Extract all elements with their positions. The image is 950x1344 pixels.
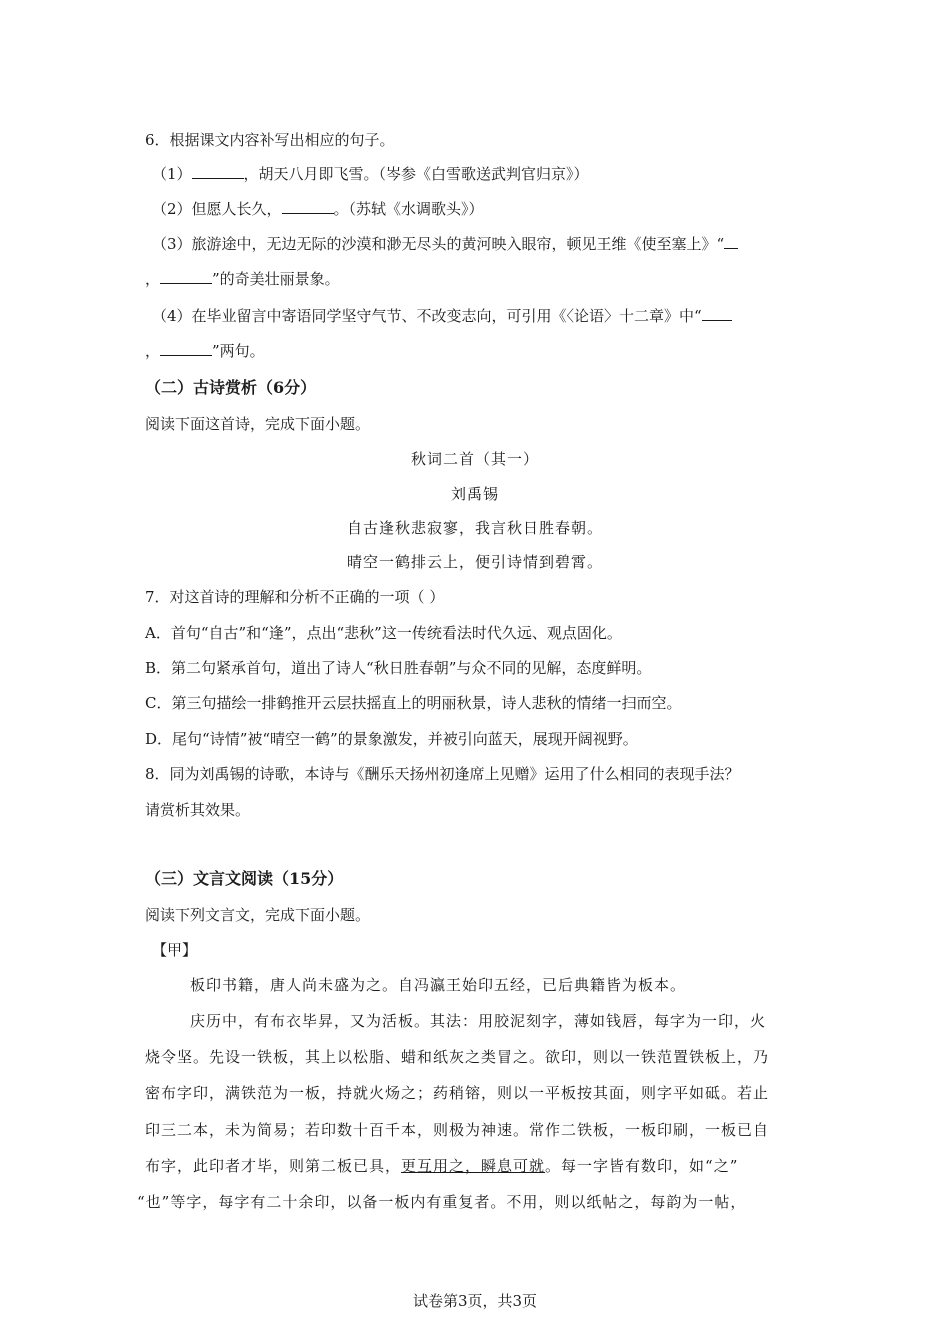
answer-blank[interactable] xyxy=(160,269,212,284)
passage-line: 印三二本，未为简易；若印数十百千本，则极为神速。常作二铁板，一板印刷，一板已自 xyxy=(145,1121,770,1139)
passage-line: “也”等字，每字有二十余印，以备一板内有重复者。不用，则以纸帖之，每韵为一帖， xyxy=(137,1193,747,1211)
q6-item-3-line1: （3）旅游途中，无边无际的沙漠和渺无尽头的黄河映入眼帘，顿见王维《使至塞上》“ xyxy=(152,234,738,254)
q6-item-2: （2）但愿人长久， 。（苏轼《水调歌头》） xyxy=(152,200,484,218)
poem-title: 秋词二首（其一） xyxy=(410,450,539,468)
passage-line: 烧令坚。先设一铁板，其上以松脂、蜡和纸灰之类冒之。欲印，则以一铁范置铁板上，乃 xyxy=(145,1048,770,1066)
section-2-heading: （二）古诗赏析（6分） xyxy=(145,378,317,397)
passage-line: 密布字印，满铁范为一板，持就火炀之；药稍镕，则以一平板按其面，则字平如砥。若止 xyxy=(145,1084,770,1102)
q6-item-4-line2: ， ”两句。 xyxy=(145,342,265,360)
q6-item-1: （1） ，胡天八月即飞雪。（岑参《白雪歌送武判官归京》） xyxy=(152,165,589,183)
q8-line-2: 请赏析其效果。 xyxy=(145,801,251,819)
section-2-intro: 阅读下面这首诗，完成下面小题。 xyxy=(145,415,371,433)
passage-tag: 【甲】 xyxy=(152,941,198,959)
q7-option-a[interactable]: A．首句“自古”和“逢”，点出“悲秋”这一传统看法时代久远、观点固化。 xyxy=(145,624,622,642)
q7-option-b[interactable]: B．第二句紧承首句，道出了诗人“秋日胜春朝”与众不同的见解，态度鲜明。 xyxy=(145,659,652,677)
underlined-sentence: 更互用之，瞬息可就 xyxy=(401,1157,546,1175)
answer-blank[interactable] xyxy=(702,306,732,321)
q6-item-4-line1: （4）在毕业留言中寄语同学坚守气节、不改变志向，可引用《〈论语〉十二章》中“ xyxy=(152,306,732,326)
answer-blank[interactable] xyxy=(160,341,212,356)
q7-option-d[interactable]: D．尾句“诗情”被“晴空一鹤”的景象激发，并被引向蓝天，展现开阔视野。 xyxy=(145,730,638,748)
passage-line: 布字，此印者才毕，则第二板已具，更互用之，瞬息可就。每一字皆有数印，如“之” xyxy=(145,1157,739,1175)
q8-line-1: 8．同为刘禹锡的诗歌，本诗与《酬乐天扬州初逢席上见赠》运用了什么相同的表现手法？ xyxy=(145,765,740,783)
q7-option-c[interactable]: C．第三句描绘一排鹤推开云层扶摇直上的明丽秋景，诗人悲秋的情绪一扫而空。 xyxy=(145,694,682,712)
passage-line: 庆历中，有布衣毕昇，又为活板。其法：用胶泥刻字，薄如钱唇，每字为一印，火 xyxy=(190,1012,767,1030)
q7-title: 7．对这首诗的理解和分析不正确的一项（ ） xyxy=(145,588,445,606)
q6-item-3-line2: ， ”的奇美壮丽景象。 xyxy=(145,270,340,288)
answer-blank[interactable] xyxy=(724,234,738,249)
poem-line-2: 晴空一鹤排云上，便引诗情到碧霄。 xyxy=(346,553,603,571)
section-3-heading: （三）文言文阅读（15分） xyxy=(145,869,344,888)
answer-blank[interactable] xyxy=(192,164,244,179)
answer-blank[interactable] xyxy=(282,199,334,214)
q6-title: 6．根据课文内容补写出相应的句子。 xyxy=(145,131,395,149)
page-footer: 试卷第3页，共3页 xyxy=(412,1292,538,1310)
poem-author: 刘禹锡 xyxy=(450,485,499,503)
section-3-intro: 阅读下列文言文，完成下面小题。 xyxy=(145,906,371,924)
poem-line-1: 自古逢秋悲寂寥，我言秋日胜春朝。 xyxy=(346,519,603,537)
passage-paragraph-1: 板印书籍，唐人尚未盛为之。自冯瀛王始印五经，已后典籍皆为板本。 xyxy=(190,976,687,994)
